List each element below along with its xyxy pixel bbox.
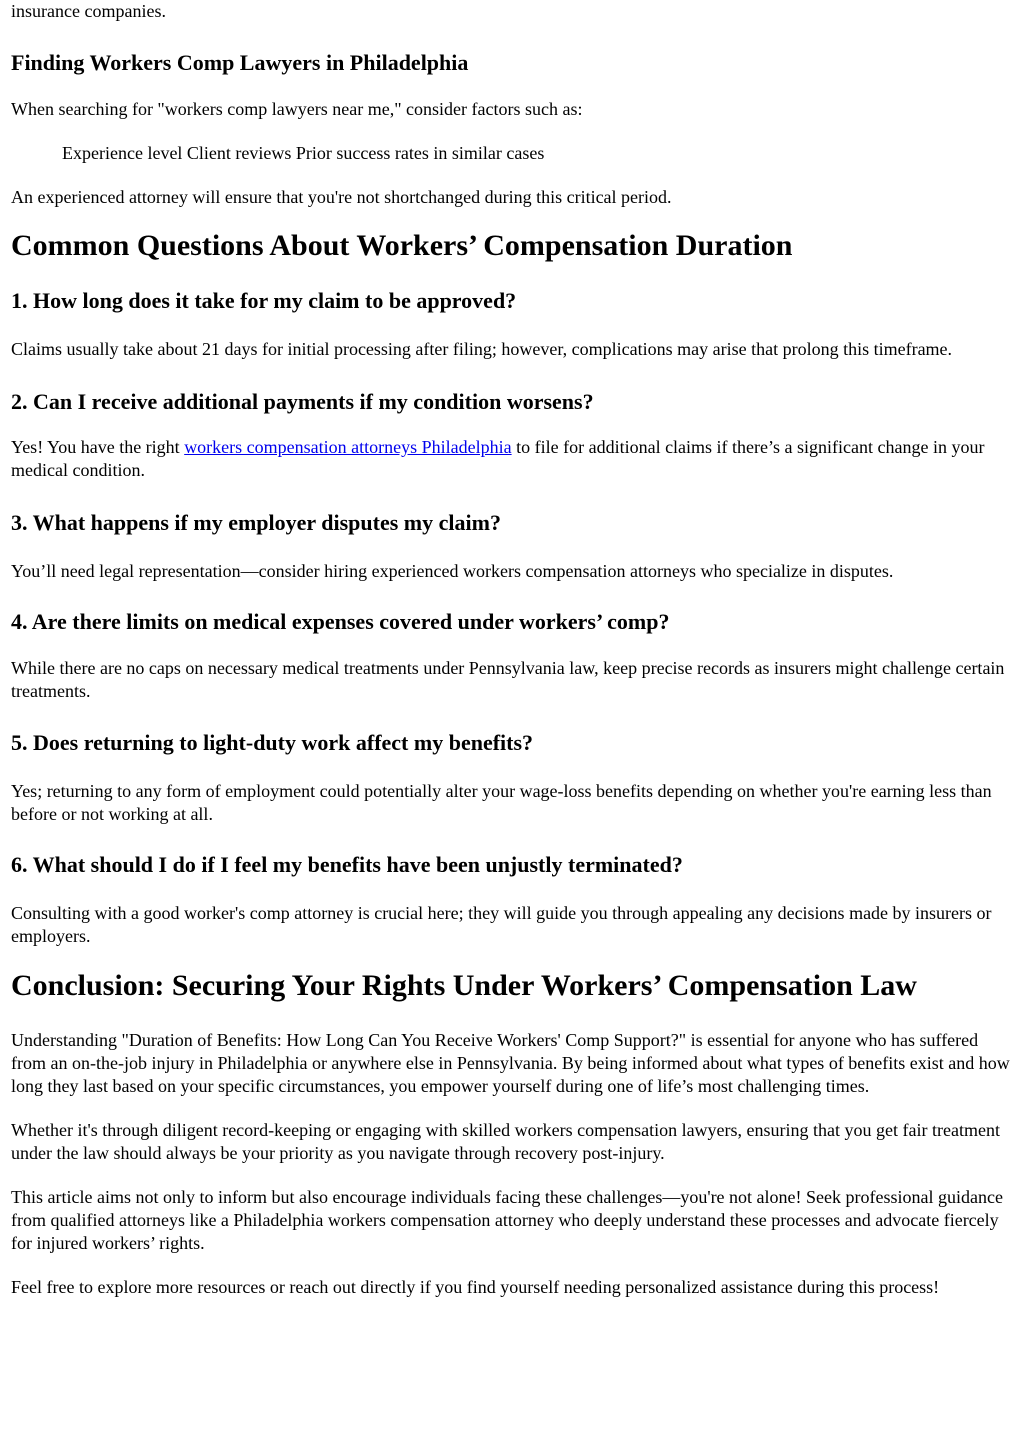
faq-answer-6: Consulting with a good worker's comp attorney is crucial here; they will guide you through appealing any decisions made by insurers or employers. (11, 903, 992, 946)
faq-question-6: 6. What should I do if I feel my benefits have been unjustly terminated? (11, 852, 683, 877)
conclusion-paragraph: Feel free to explore more resources or reach out directly if you find yourself needing personalized assistance during this process! (11, 1277, 940, 1297)
faq-question-5: 5. Does returning to light-duty work affect my benefits? (11, 730, 534, 755)
article-body (11, 0, 1011, 1299)
faq-question-4: 4. Are there limits on medical expenses covered under workers’ comp? (11, 609, 670, 634)
conclusion-heading: Conclusion: Securing Your Rights Under Workers’ Compensation Law (11, 969, 917, 1002)
conclusion-paragraph: This article aims not only to inform but also encourage individuals facing these challenges—you're not alone! Seek professional guidance from qualified attorneys like a Philadelphia workers compensation attorney who deeply understand these processes and advocate fiercely for injured workers’ rights. (11, 1187, 1003, 1253)
conclusion-paragraph: Understanding "Duration of Benefits: How Long Can You Receive Workers' Comp Support?" is essential for anyone who has suffered from an on-the-job injury in Philadelphia or anywhere else in Pennsylvania. By being informed about what types of benefits exist and how long they last based on your specific circumstances, you empower yourself during one of life’s most challenging times. (11, 1030, 1010, 1096)
faq-heading: Common Questions About Workers’ Compensation Duration (11, 229, 793, 262)
finding-heading: Finding Workers Comp Lawyers in Philadelphia (11, 50, 469, 75)
attorneys-philadelphia-link[interactable]: workers compensation attorneys Philadelphia (184, 437, 512, 457)
faq-answer-1: Claims usually take about 21 days for initial processing after filing; however, complications may arise that prolong this timeframe. (11, 339, 953, 359)
faq-answer-2-before: Yes! You have the right (11, 437, 185, 457)
faq-question-3: 3. What happens if my employer disputes my claim? (11, 510, 501, 535)
faq-answer-4: While there are no caps on necessary medical treatments under Pennsylvania law, keep precise records as insurers might challenge certain treatments. (11, 658, 1005, 701)
faq-answer-2-after: to file for additional claims if there’s a significant change in your medical condition. (11, 437, 985, 480)
faq-question-1: 1. How long does it take for my claim to be approved? (11, 288, 517, 313)
finding-factors-list: Experience level Client reviews Prior success rates in similar cases (62, 143, 545, 163)
conclusion-paragraph: Whether it's through diligent record-keeping or engaging with skilled workers compensation lawyers, ensuring that you get fair treatment under the law should always be your priority as you navigate through recovery post-injury. (11, 1120, 1000, 1163)
finding-lead: When searching for "workers comp lawyers near me," consider factors such as: (11, 99, 583, 119)
faq-answer-5: Yes; returning to any form of employment could potentially alter your wage-loss benefits depending on whether you're earning less than before or not working at all. (11, 781, 992, 824)
faq-answer-2 (11, 436, 1011, 482)
faq-question-2: 2. Can I receive additional payments if my condition worsens? (11, 389, 594, 414)
intro-fragment: insurance companies. (11, 1, 166, 21)
finding-closing: An experienced attorney will ensure that you're not shortchanged during this critical period. (11, 187, 672, 207)
faq-answer-3: You’ll need legal representation—consider hiring experienced workers compensation attorneys who specialize in disputes. (11, 561, 894, 581)
